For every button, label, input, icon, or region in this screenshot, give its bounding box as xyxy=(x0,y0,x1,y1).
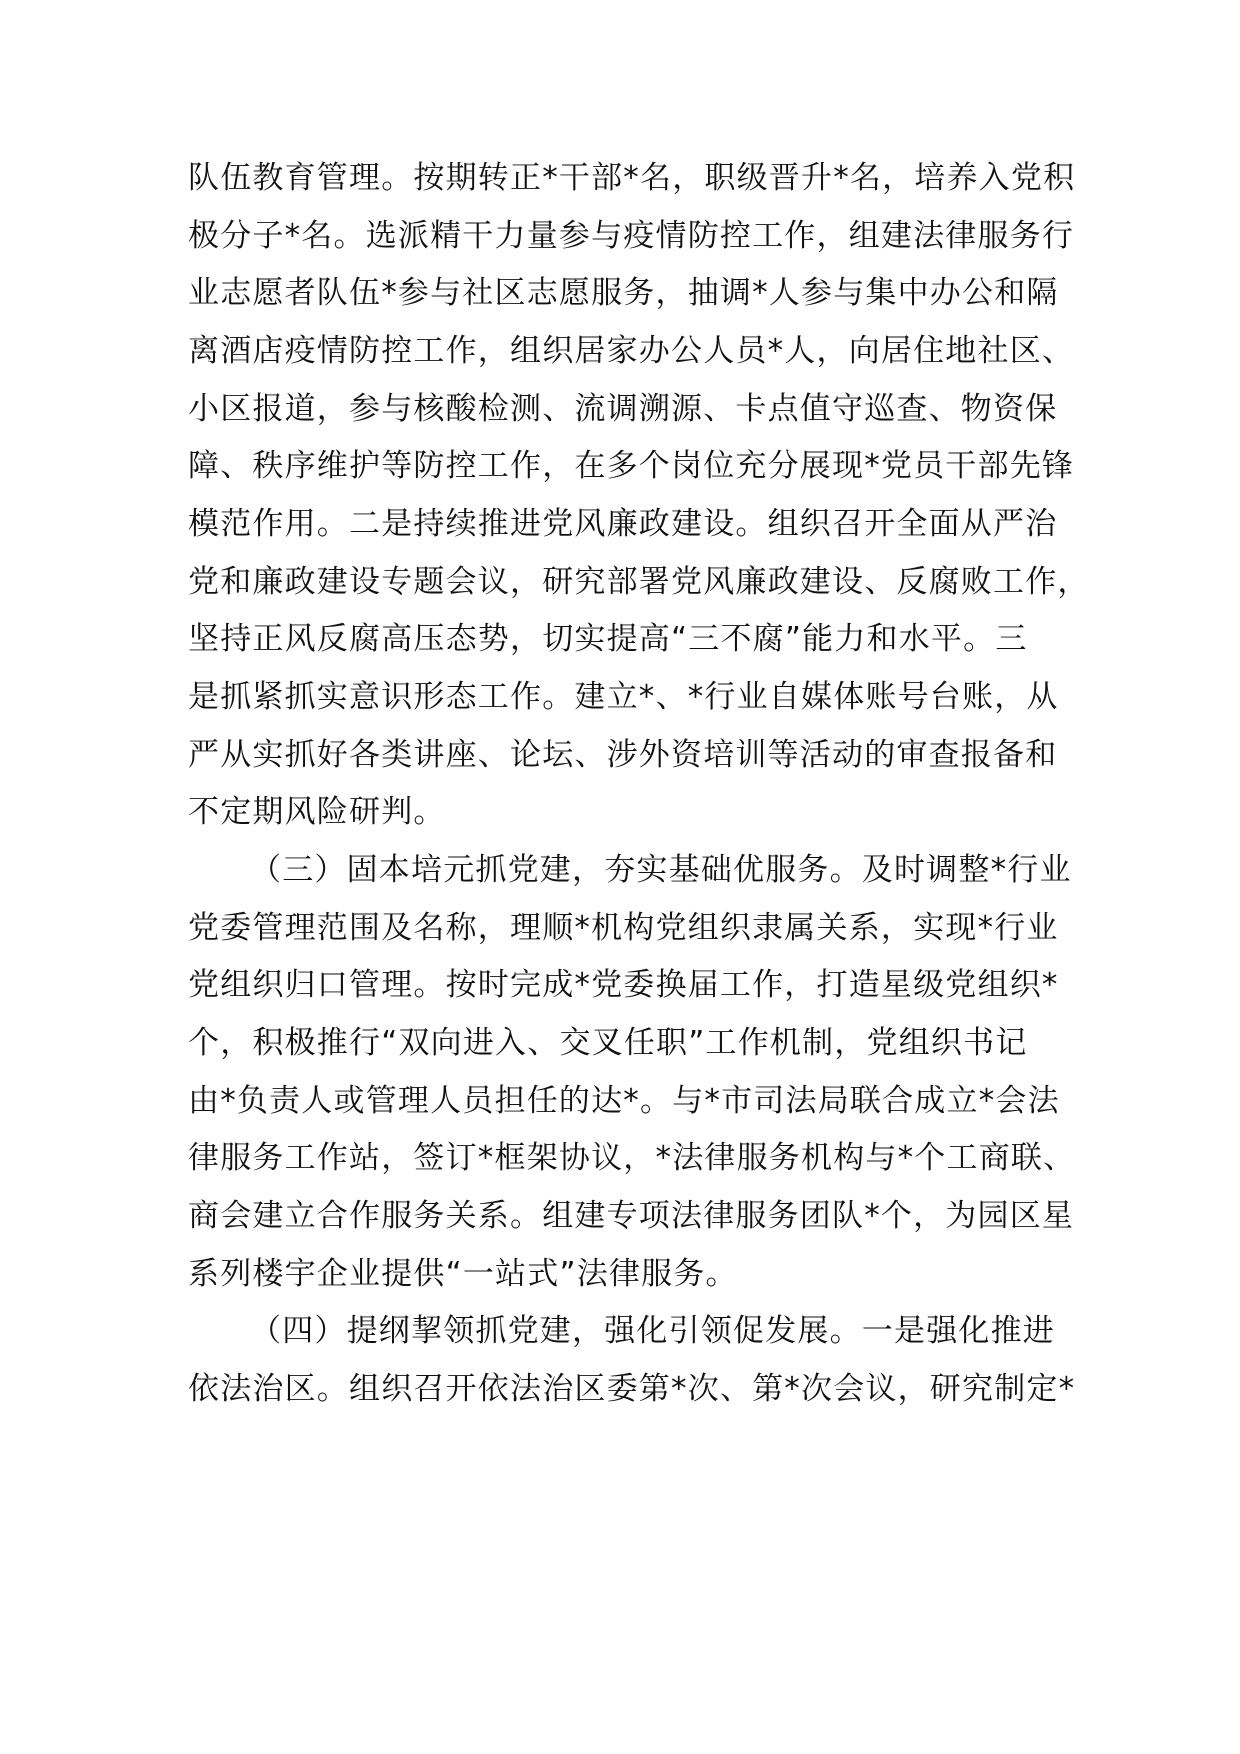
section-heading-line: （三）固本培元抓党建，夯实基础优服务。及时调整*行业 xyxy=(250,852,1072,888)
text-line: 坚持正风反腐高压态势，切实提高“三不腐”能力和水平。三 xyxy=(188,621,1028,657)
text-line: 党委管理范围及名称，理顺*机构党组织隶属关系，实现*行业 xyxy=(188,910,1059,946)
text-line: 离酒店疫情防控工作，组织居家办公人员*人，向居住地社区、 xyxy=(188,333,1075,369)
text-line: 极分子*名。选派精干力量参与疫情防控工作，组建法律服务行 xyxy=(188,218,1075,254)
text-line: 个，积极推行“双向进入、交叉任职”工作机制，党组织书记 xyxy=(188,1025,1028,1061)
section-heading-line: （四）提纲挈领抓党建，强化引领促发展。一是强化推进 xyxy=(250,1313,1055,1349)
text-line: 党和廉政建设专题会议，研究部署党风廉政建设、反腐败工作， xyxy=(188,564,1090,600)
text-line: 队伍教育管理。按期转正*干部*名，职级晋升*名，培养入党积 xyxy=(188,160,1076,196)
text-line: 由*负责人或管理人员担任的达*。与*市司法局联合成立*会法 xyxy=(188,1083,1060,1119)
text-line: 是抓紧抓实意识形态工作。建立*、*行业自媒体账号台账，从 xyxy=(188,679,1059,715)
text-line: 不定期风险研判。 xyxy=(188,794,446,830)
text-line: 模范作用。二是持续推进党风廉政建设。组织召开全面从严治 xyxy=(188,506,1058,542)
text-line: 障、秩序维护等防控工作，在多个岗位充分展现*党员干部先锋 xyxy=(188,448,1075,484)
text-line: 依法治区。组织召开依法治区委第*次、第*次会议，研究制定* xyxy=(188,1371,1076,1407)
text-line: 系列楼宇企业提供“一站式”法律服务。 xyxy=(188,1256,738,1292)
text-line: 律服务工作站，签订*框架协议，*法律服务机构与*个工商联、 xyxy=(188,1140,1076,1176)
text-line: 党组织归口管理。按时完成*党委换届工作，打造星级党组织* xyxy=(188,967,1059,1003)
text-line: 小区报道，参与核酸检测、流调溯源、卡点值守巡查、物资保 xyxy=(188,391,1058,427)
text-line: 商会建立合作服务关系。组建专项法律服务团队*个，为园区星 xyxy=(188,1198,1075,1234)
text-line: 业志愿者队伍*参与社区志愿服务，抽调*人参与集中办公和隔 xyxy=(188,275,1059,311)
text-line: 严从实抓好各类讲座、论坛、涉外资培训等活动的审查报备和 xyxy=(188,737,1058,773)
